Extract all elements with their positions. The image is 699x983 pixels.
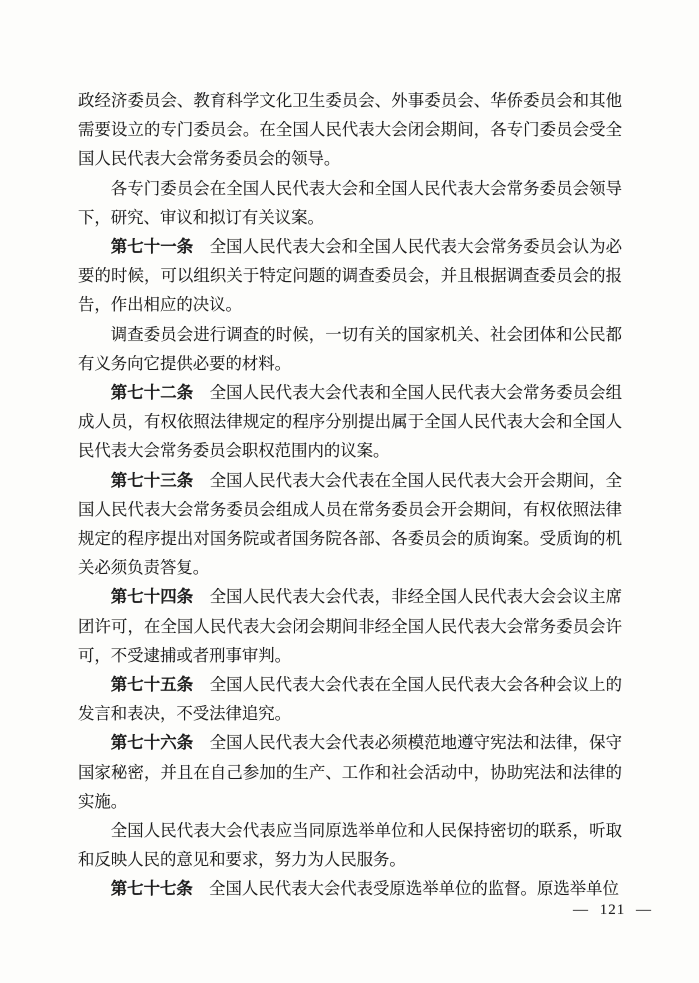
article-number: 第七十七条: [110, 879, 193, 899]
paragraph-text: 全国人民代表大会代表受原选举单位的监督。原选举单位: [209, 879, 619, 899]
article-number: 第七十三条: [110, 470, 194, 490]
paragraph: [78, 174, 622, 232]
paragraph: [78, 874, 622, 903]
article-text-block: [78, 86, 622, 904]
paragraph: [78, 816, 622, 874]
paragraph: [78, 232, 622, 320]
paragraph-text: 全国人民代表大会代表，非经全国人民代表大会会议主席团许可，在全国人民代表大会闭会期间非经全国人民代表大会常务委员会许可，不受逮捕或者刑事审判。: [78, 587, 623, 665]
paragraph-text: 调查委员会进行调查的时候，一切有关的国家机关、社会团体和公民都有义务向它提供必要的材料。: [78, 324, 622, 373]
paragraph-text: 全国人民代表大会代表在全国人民代表大会各种会议上的发言和表决，不受法律追究。: [78, 675, 623, 724]
paragraph-text: 政经济委员会、教育科学文化卫生委员会、外事委员会、华侨委员会和其他需要设立的专门委员会。在全国人民代表大会闭会期间，各专门委员会受全国人民代表大会常务委员会的领导。: [78, 91, 622, 169]
article-number: 第七十六条: [110, 733, 194, 753]
article-number: 第七十二条: [110, 383, 194, 403]
paragraph: [78, 86, 622, 174]
paragraph-text: 全国人民代表大会和全国人民代表大会常务委员会认为必要的时候，可以组织关于特定问题的调查委员会，并且根据调查委员会的报告，作出相应的决议。: [78, 237, 623, 315]
paragraph-text: 各专门委员会在全国人民代表大会和全国人民代表大会常务委员会领导下，研究、审议和拟订有关议案。: [78, 178, 622, 227]
article-number: 第七十四条: [110, 587, 194, 607]
paragraph-text: 全国人民代表大会代表和全国人民代表大会常务委员会组成人员，有权依照法律规定的程序分别提出属于全国人民代表大会和全国人民代表大会常务委员会职权范围内的议案。: [78, 383, 623, 461]
paragraph: [78, 466, 622, 583]
page-number: — 121 —: [573, 902, 652, 918]
paragraph: [78, 378, 622, 466]
paragraph: [78, 670, 622, 728]
paragraph-text: 全国人民代表大会代表在全国人民代表大会开会期间，全国人民代表大会常务委员会组成人员在常务委员会开会期间，有权依照法律规定的程序提出对国务院或者国务院各部、各委员会的质询案。受质询的机关必须负责答复。: [78, 470, 623, 578]
paragraph: [78, 728, 622, 816]
article-number: 第七十一条: [110, 237, 194, 257]
paragraph-text: 全国人民代表大会代表应当同原选举单位和人民保持密切的联系，听取和反映人民的意见和要求，努力为人民服务。: [78, 821, 622, 870]
article-number: 第七十五条: [110, 675, 194, 695]
paragraph: [78, 582, 622, 670]
paragraph: [78, 320, 622, 378]
paragraph-text: 全国人民代表大会代表必须模范地遵守宪法和法律，保守国家秘密，并且在自己参加的生产、工作和社会活动中，协助宪法和法律的实施。: [78, 733, 623, 811]
